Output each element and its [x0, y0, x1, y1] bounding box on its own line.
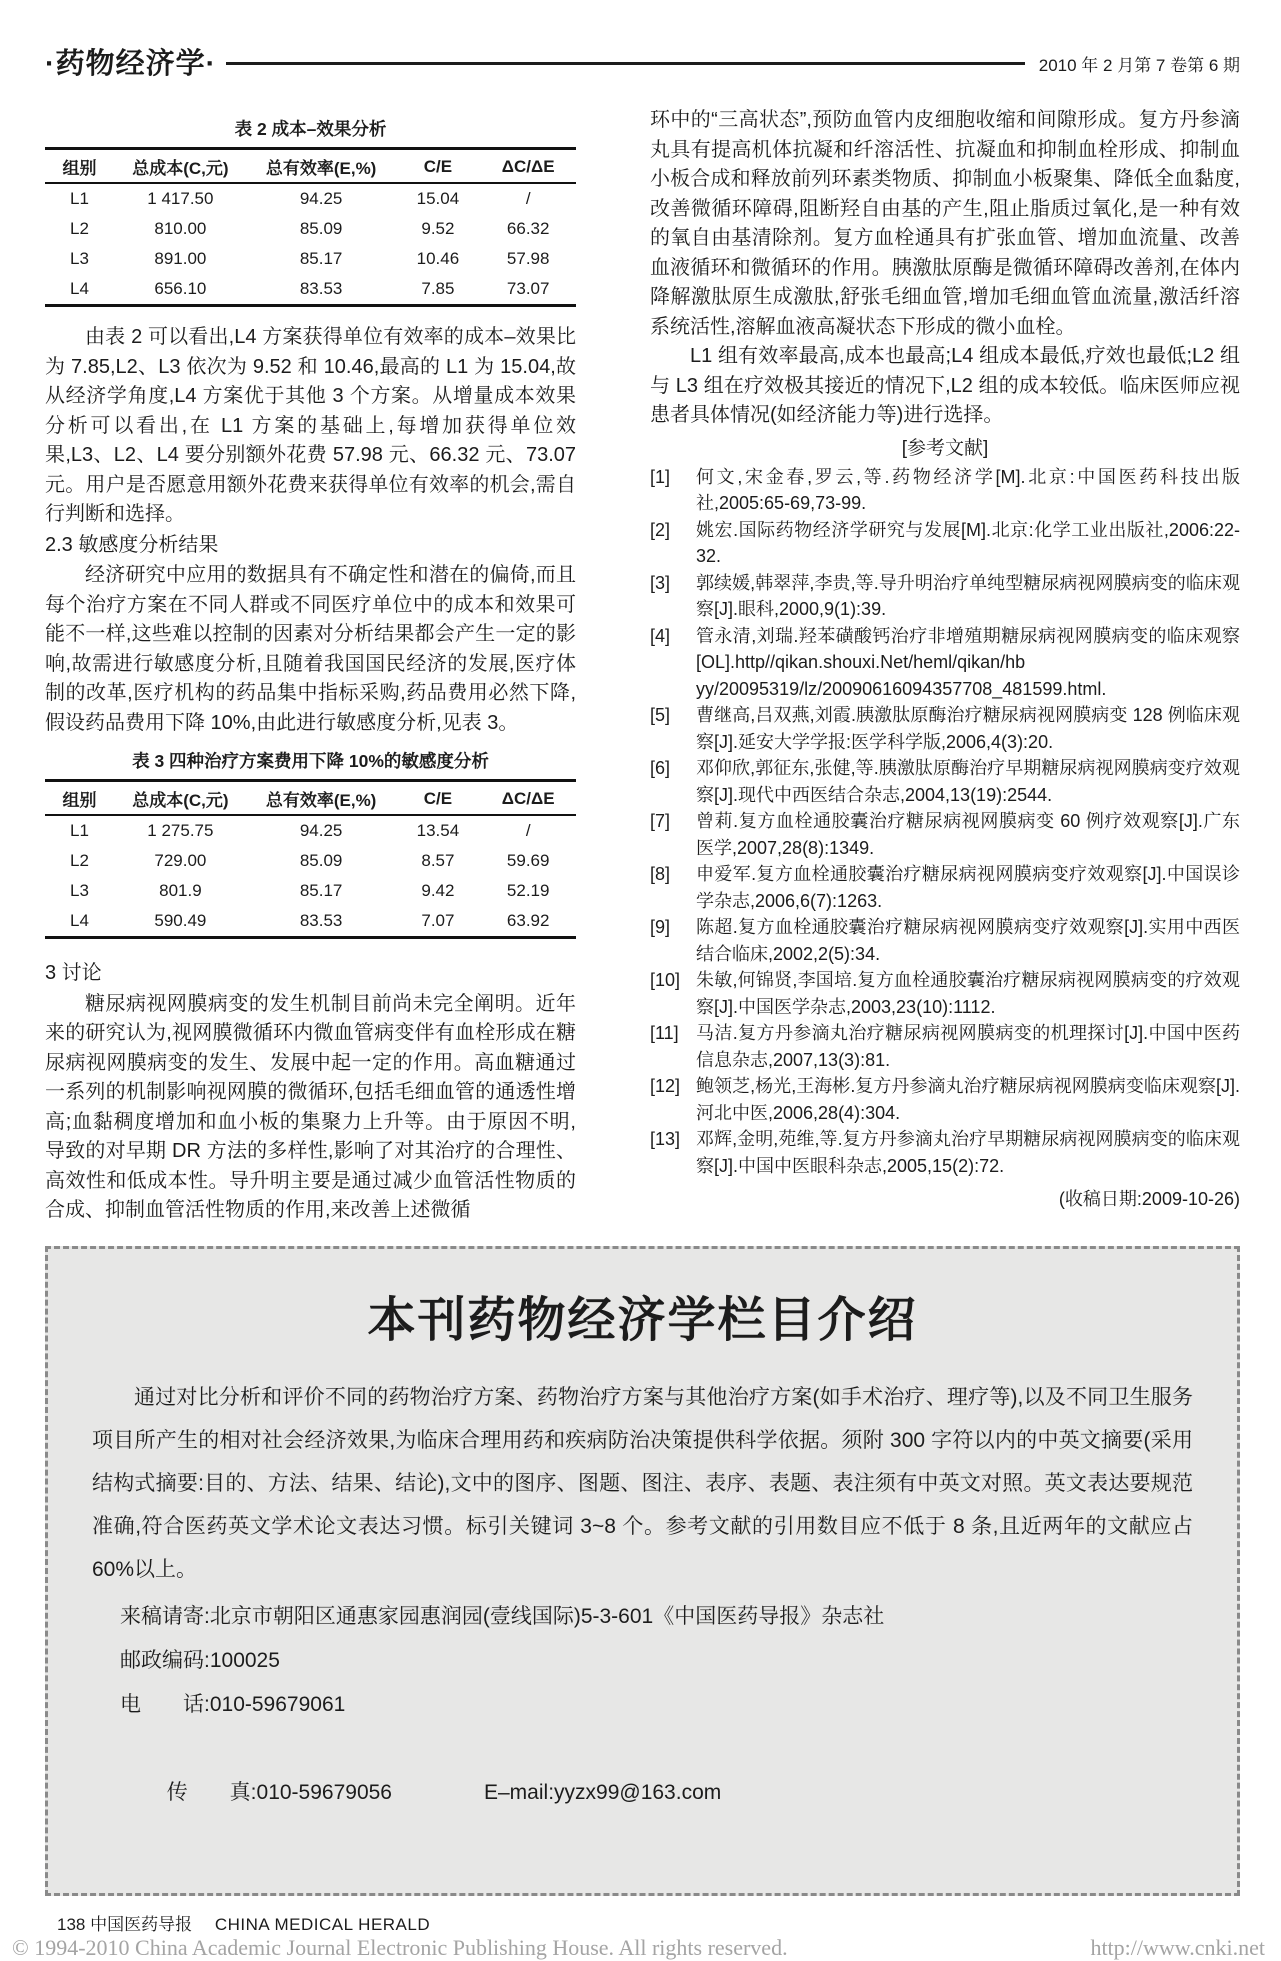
reference-number: [1]	[650, 466, 671, 487]
reference-item	[650, 464, 1240, 517]
column-header: ΔC/ΔE	[480, 149, 576, 184]
cnki-url: http://www.cnki.net	[1090, 1934, 1265, 1960]
table-cell: 7.85	[421, 279, 455, 298]
table-cell: /	[525, 189, 531, 208]
footer-journal-line	[57, 1910, 1240, 1935]
table2-block	[45, 116, 576, 307]
table-cell: 9.42	[421, 881, 455, 900]
table-cell: 9.52	[421, 219, 455, 238]
reference-text: 邓辉,金明,苑维,等.复方丹参滴丸治疗早期糖尿病视网膜病变的临床观察[J].中国中医眼科杂志,2005,15(2):72.	[696, 1129, 1240, 1176]
reference-text: 曾莉.复方血栓通胶囊治疗糖尿病视网膜病变 60 例疗效观察[J].广东医学,2007,28(8):1349.	[696, 811, 1240, 858]
announcement-contact	[92, 1595, 1193, 1859]
table-cell: L3	[70, 249, 89, 268]
sensitivity-table	[45, 779, 576, 939]
reference-number: [2]	[650, 519, 671, 540]
table-header-row	[45, 149, 576, 184]
reference-item	[650, 755, 1240, 808]
announcement-box	[45, 1246, 1240, 1896]
reference-text: 朱敏,何锦贤,李国培.复方血栓通胶囊治疗糖尿病视网膜病变的疗效观察[J].中国医学杂志,2003,23(10):1112.	[696, 970, 1240, 1017]
reference-text: 何文,宋金春,罗云,等.药物经济学[M].北京:中国医药科技出版社,2005:65-69,73-99.	[696, 466, 1240, 513]
table-row	[45, 815, 576, 846]
table-cell: L3	[70, 881, 89, 900]
reference-text: 郭续媛,韩翠萍,李贵,等.导升明治疗单纯型糖尿病视网膜病变的临床观察[J].眼科,2000,9(1):39.	[696, 572, 1240, 619]
reference-item	[650, 1020, 1240, 1073]
reference-text: 陈超.复方血栓通胶囊治疗糖尿病视网膜病变疗效观察[J].实用中西医结合临床,2002,2(5):34.	[696, 917, 1240, 964]
table-cell: 1 275.75	[147, 821, 214, 840]
table-cell: 83.53	[299, 911, 343, 930]
table-cell: 801.9	[159, 881, 202, 900]
table-row	[45, 906, 576, 938]
table-cell: 656.10	[154, 279, 207, 298]
table-cell: 729.00	[154, 851, 207, 870]
reference-number: [3]	[650, 572, 671, 593]
table-cell: 15.04	[416, 189, 460, 208]
table-row	[45, 876, 576, 906]
table-cell: 85.17	[299, 881, 343, 900]
announcement-title: 本刊药物经济学栏目介绍	[367, 1293, 918, 1347]
table-header-row	[45, 781, 576, 816]
reference-text: 邓仰欣,郭征东,张健,等.胰激肽原酶治疗早期糖尿病视网膜病变疗效观察[J].现代中西医结合杂志,2004,13(19):2544.	[696, 758, 1240, 805]
reference-number: [6]	[650, 758, 671, 778]
table-cell: 63.92	[506, 911, 550, 930]
announcement-body: 通过对比分析和评价不同的药物治疗方案、药物治疗方案与其他治疗方案(如手术治疗、理疗等),以及不同卫生服务项目所产生的相对社会经济效果,为临床合理用药和疾病防治决策提供科学依据。须附 300 字符以内的中英文摘要(采用结构式摘要:目的、方法、结果、结论),文中的图序、图题、图注、表序、表题、表注须有中英文对照。英文表达要规范准确,符合医药英文学术论文表达习惯。标引关键词 3~8 个。参考文献的引用数目应不低于 8 条,且近两年的文献应占 60%以上。	[92, 1385, 1193, 1581]
reference-item	[650, 1126, 1240, 1179]
paragraph: L1 组有效率最高,成本也最高;L4 组成本最低,疗效也最低;L2 组与 L3 组在疗效极其接近的情况下,L2 组的成本较低。临床医师应视患者具体情况(如经济能力等)进行选择。	[650, 345, 1240, 426]
reference-item	[650, 570, 1240, 623]
table-cell: 13.54	[416, 821, 460, 840]
table-row	[45, 244, 576, 274]
table-cell: 83.53	[299, 279, 343, 298]
reference-number: [12]	[650, 1076, 681, 1096]
header-rule	[226, 62, 1024, 65]
cost-effect-table	[45, 147, 576, 307]
table-cell: L4	[70, 911, 89, 930]
table-cell: 66.32	[506, 219, 550, 238]
copyright-line	[12, 1935, 1281, 1961]
reference-item	[650, 623, 1240, 703]
table-cell: 85.17	[299, 249, 343, 268]
table-cell: 8.57	[421, 851, 455, 870]
reference-text: 管永清,刘瑞.羟苯磺酸钙治疗非增殖期糖尿病视网膜病变的临床观察[OL].http//qikan.shouxi.Net/heml/qikan/hb yy/20095319/lz/20090616094357708_481599.html.	[696, 625, 1240, 699]
reference-number: [13]	[650, 1129, 681, 1149]
table-row	[45, 274, 576, 306]
mailing-address: 来稿请寄:北京市朝阳区通惠家园惠润园(壹线国际)5-3-601《中国医药导报》杂志社	[120, 1604, 885, 1628]
column-header: ΔC/ΔE	[480, 781, 576, 816]
section-label: ·药物经济学·	[45, 47, 217, 80]
reference-item	[650, 1073, 1240, 1126]
fax-email-line	[120, 1727, 1193, 1859]
reference-text: 马洁.复方丹参滴丸治疗糖尿病视网膜病变的机理探讨[J].中国中医药信息杂志,2007,13(3):81.	[696, 1023, 1240, 1070]
reference-number: [8]	[650, 864, 671, 884]
reference-text: 申爱军.复方血栓通胶囊治疗糖尿病视网膜病变疗效观察[J].中国误诊学杂志,2006,6(7):1263.	[696, 864, 1240, 911]
column-header: C/E	[395, 781, 480, 816]
column-header: 总成本(C,元)	[114, 781, 247, 816]
column-header: 总有效率(E,%)	[247, 781, 396, 816]
table-cell: 85.09	[299, 219, 343, 238]
table-cell: 73.07	[506, 279, 550, 298]
reference-number: [10]	[650, 970, 681, 990]
reference-item	[650, 808, 1240, 861]
section-heading-2-3: 2.3 敏感度分析结果	[45, 533, 219, 556]
table-cell: 94.25	[299, 189, 343, 208]
reference-text: 曹继高,吕双燕,刘霞.胰激肽原酶治疗糖尿病视网膜病变 128 例临床观察[J].延安大学学报:医学科学版,2006,4(3):20.	[696, 705, 1240, 752]
table-cell: 94.25	[299, 821, 343, 840]
reference-item	[650, 967, 1240, 1020]
issue-info: 2010 年 2 月第 7 卷第 6 期	[1038, 55, 1240, 75]
postal-code: 邮政编码:100025	[120, 1648, 280, 1672]
column-header: 总成本(C,元)	[114, 149, 247, 184]
reference-item	[650, 914, 1240, 967]
column-header: 组别	[45, 149, 114, 184]
table-cell: 590.49	[154, 911, 207, 930]
page-number-and-journal: 138 中国医药导报	[57, 1914, 193, 1934]
phone-number: 电 话:010-59679061	[120, 1692, 346, 1716]
left-column	[45, 106, 576, 1226]
table-cell: 10.46	[416, 249, 460, 268]
column-header: 组别	[45, 781, 114, 816]
journal-name-english: CHINA MEDICAL HERALD	[214, 1914, 431, 1934]
table-cell: L1	[70, 821, 89, 840]
section-heading-3: 3 讨论	[45, 962, 102, 984]
page-footer	[12, 1896, 1265, 1961]
paragraph: 经济研究中应用的数据具有不确定性和潜在的偏倚,而且每个治疗方案在不同人群或不同医疗单位中的成本和效果可能不一样,这些难以控制的因素对分析结果都会产生一定的影响,故需进行敏感度分析,且随着我国国民经济的发展,医疗体制的改革,医疗机构的药品集中指标采购,药品费用必然下降,假设药品费用下降 10%,由此进行敏感度分析,见表 3。	[45, 564, 576, 734]
table-cell: 59.69	[506, 851, 550, 870]
paragraph: 由表 2 可以看出,L4 方案获得单位有效率的成本–效果比为 7.85,L2、L3 依次为 9.52 和 10.46,最高的 L1 为 15.04,故从经济学角度,L4 方案优于其他 3 个方案。从增量成本效果分析可以看出,在 L1 方案的基础上,每增加获得单位效果,L3、L2、L4 要分别额外花费 57.98 元、66.32 元、73.07 元。用户是否愿意用额外花费来获得单位有效率的机会,需自行判断和选择。	[45, 326, 576, 525]
page-header	[45, 38, 1240, 84]
reference-text: 姚宏.国际药物经济学研究与发展[M].北京:化学工业出版社,2006:22-32.	[696, 519, 1240, 566]
table-cell: L2	[70, 851, 89, 870]
table-cell: 891.00	[154, 249, 207, 268]
table-row	[45, 183, 576, 214]
right-column	[650, 106, 1240, 1226]
table-cell: L2	[70, 219, 89, 238]
received-date: (收稿日期:2009-10-26)	[1058, 1189, 1240, 1209]
column-header: C/E	[395, 149, 480, 184]
fax-number: 传 真:010-59679056	[166, 1780, 392, 1804]
reference-number: [5]	[650, 705, 671, 725]
reference-item	[650, 861, 1240, 914]
two-column-layout	[45, 106, 1240, 1226]
table-cell: L1	[70, 189, 89, 208]
table3-caption: 表 3 四种治疗方案费用下降 10%的敏感度分析	[132, 751, 489, 771]
references-heading: [参考文献]	[901, 437, 989, 459]
reference-item	[650, 702, 1240, 755]
table-cell: 85.09	[299, 851, 343, 870]
references-list	[650, 464, 1240, 1180]
reference-number: [11]	[650, 1023, 679, 1043]
table-row	[45, 846, 576, 876]
reference-number: [4]	[650, 625, 671, 646]
reference-text: 鲍领芝,杨光,王海彬.复方丹参滴丸治疗糖尿病视网膜病变临床观察[J].河北中医,2006,28(4):304.	[696, 1076, 1240, 1123]
email-address: E–mail:yyzx99@163.com	[484, 1780, 722, 1804]
paragraph: 糖尿病视网膜病变的发生机制目前尚未完全阐明。近年来的研究认为,视网膜微循环内微血管病变伴有血栓形成在糖尿病视网膜病变的发生、发展中起一定的作用。高血糖通过一系列的机制影响视网膜的微循环,包括毛细血管的通透性增高;血黏稠度增加和血小板的集聚力上升等。由于原因不明,导致的对早期 DR 方法的多样性,影响了对其治疗的合理性、高效性和低成本性。导升明主要是通过减少血管活性物质的合成、抑制血管活性物质的作用,来改善上述微循	[45, 992, 576, 1221]
paragraph: 环中的“三高状态”,预防血管内皮细胞收缩和间隙形成。复方丹参滴丸具有提高机体抗凝和纤溶活性、抗凝血和抑制血栓形成、抑制血小板合成和释放前列环素类物质、抑制血小板聚集、降低全血黏度,改善微循环障碍,阻断羟自由基的产生,阻止脂质过氧化,是一种有效的氧自由基清除剂。复方血栓通具有扩张血管、增加血流量、改善血液循环和微循环的作用。胰激肽原酶是微循环障碍改善剂,在体内降解激肽原生成激肽,舒张毛细血管,增加毛细血管血流量,激活纤溶系统活性,溶解血液高凝状态下形成的微小血栓。	[650, 109, 1240, 338]
table-cell: 810.00	[154, 219, 207, 238]
table-cell: 1 417.50	[147, 189, 214, 208]
table2-caption: 表 2 成本–效果分析	[234, 119, 387, 139]
reference-number: [9]	[650, 917, 671, 937]
table-cell: 57.98	[506, 249, 550, 268]
table-cell: 52.19	[506, 881, 550, 900]
column-header: 总有效率(E,%)	[247, 149, 396, 184]
table3-block	[45, 748, 576, 939]
table-cell: /	[525, 821, 531, 840]
table-cell: L4	[70, 279, 89, 298]
copyright-text: © 1994-2010 China Academic Journal Electronic Publishing House. All rights reserved.	[12, 1934, 788, 1960]
reference-item	[650, 517, 1240, 570]
table-cell: 7.07	[421, 911, 455, 930]
table-row	[45, 214, 576, 244]
reference-number: [7]	[650, 811, 671, 831]
